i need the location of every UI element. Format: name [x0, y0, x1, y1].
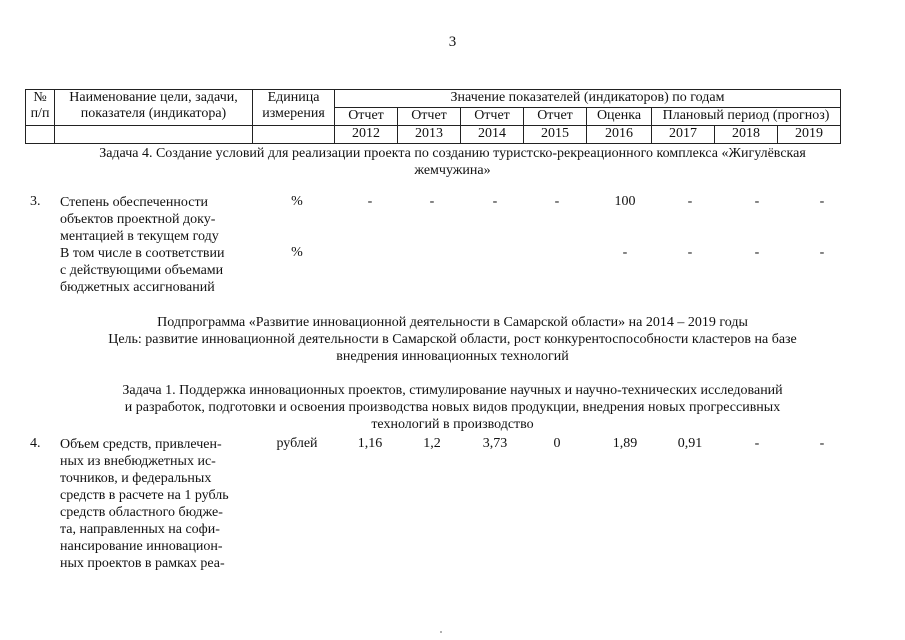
row4-name-line: средств областного бюдже- — [60, 505, 223, 520]
row4-name-line: нансирование инновацион- — [60, 539, 223, 554]
subprogram-goal-line1: Цель: развитие инновационной деятельности в Самарской области, рост конкурентоспособности кластеров на базе — [108, 332, 797, 347]
row4-name — [60, 436, 260, 572]
header-year: 2013 — [398, 126, 461, 144]
header-year: 2012 — [335, 126, 398, 144]
row3b-name-line: В том числе в соответствии — [60, 246, 225, 261]
row3-unit: % — [291, 194, 303, 209]
row4-value-2015: 0 — [553, 436, 561, 451]
row4-value-2017: 0,91 — [677, 436, 703, 451]
task4-heading-line2: жемчужина» — [414, 163, 491, 178]
header-number: № п/п — [26, 90, 55, 126]
row4-name-line: та, направленных на софи- — [60, 522, 220, 537]
indicator-table-header — [25, 89, 841, 144]
row4-name-line: ных проектов в рамках реа- — [60, 556, 225, 571]
header-name: Наименование цели, задачи, показателя (индикатора) — [55, 90, 253, 126]
header-year: 2016 — [587, 126, 652, 144]
task1-heading-line2: и разработок, подготовки и освоения производства новых видов продукции, внедрения новых прогрессивных — [124, 400, 781, 415]
subprogram-goal-line2: внедрения инновационных технологий — [336, 349, 569, 364]
row3b-unit: % — [291, 245, 303, 260]
row4-value-2019: - — [819, 436, 825, 451]
row4-number: 4. — [30, 436, 41, 451]
row3-value-2012: - — [367, 194, 373, 209]
header-empty-cell — [26, 126, 55, 144]
row3-name-line: Степень обеспеченности — [60, 195, 209, 210]
row3-value-2019: - — [819, 194, 825, 209]
header-empty-cell — [253, 126, 335, 144]
row4-value-2013: 1,2 — [423, 436, 441, 451]
page-number: 3 — [448, 34, 457, 50]
header-year-type: Отчет — [335, 108, 398, 126]
row4-value-2016: 1,89 — [612, 436, 638, 451]
row3b-name-line: бюджетных ассигнований — [60, 280, 215, 295]
header-year-type: Отчет — [524, 108, 587, 126]
task1-heading-line3: технологий в производство — [371, 417, 534, 432]
row3b-value-2019: - — [819, 245, 825, 260]
row4-value-2014: 3,73 — [482, 436, 508, 451]
row3-value-2017: - — [687, 194, 693, 209]
row3-name — [60, 194, 260, 245]
header-year: 2015 — [524, 126, 587, 144]
subprogram-title: Подпрограмма «Развитие инновационной деятельности в Самарской области» на 2014 – 2019 годы — [157, 315, 748, 330]
row3-value-2015: - — [554, 194, 560, 209]
row3-number: 3. — [30, 194, 41, 209]
row4-name-line: средств в расчете на 1 рубль — [60, 488, 229, 503]
row3-name-line: объектов проектной доку- — [60, 212, 216, 227]
task1-heading-line1: Задача 1. Поддержка инновационных проектов, стимулирование научных и научно-технических исследований — [122, 383, 783, 398]
header-year-type: Оценка — [587, 108, 652, 126]
row3b-value-2018: - — [754, 245, 760, 260]
row3-value-2016: 100 — [614, 194, 636, 209]
row3-value-2014: - — [492, 194, 498, 209]
header-plan-year: 2017 — [652, 126, 715, 144]
row4-name-line: точников, и федеральных — [60, 471, 212, 486]
header-values: Значение показателей (индикаторов) по годам — [335, 90, 841, 108]
header-plan-year: 2019 — [778, 126, 841, 144]
row4-name-line: ных из внебюджетных ис- — [60, 454, 216, 469]
row3-name-line: ментацией в текущем году — [60, 229, 219, 244]
row4-name-line: Объем средств, привлечен- — [60, 437, 222, 452]
row3-value-2013: - — [429, 194, 435, 209]
header-empty-cell — [55, 126, 253, 144]
header-year: 2014 — [461, 126, 524, 144]
header-year-type: Отчет — [461, 108, 524, 126]
row3b-value-2016: - — [622, 245, 628, 260]
header-unit: Единица измерения — [253, 90, 335, 126]
scan-speck — [440, 631, 442, 633]
row4-value-2018: - — [754, 436, 760, 451]
row3-value-2018: - — [754, 194, 760, 209]
header-year-type: Отчет — [398, 108, 461, 126]
header-plan-year: 2018 — [715, 126, 778, 144]
row4-value-2012: 1,16 — [357, 436, 383, 451]
row3b-name — [60, 245, 260, 296]
task4-heading-line1: Задача 4. Создание условий для реализации проекта по созданию туристско-рекреационного комплекса «Жигулёвская — [99, 146, 806, 161]
row3b-name-line: с действующими объемами — [60, 263, 224, 278]
row4-unit: рублей — [276, 436, 318, 451]
row3b-value-2017: - — [687, 245, 693, 260]
header-plan-period: Плановый период (прогноз) — [652, 108, 841, 126]
